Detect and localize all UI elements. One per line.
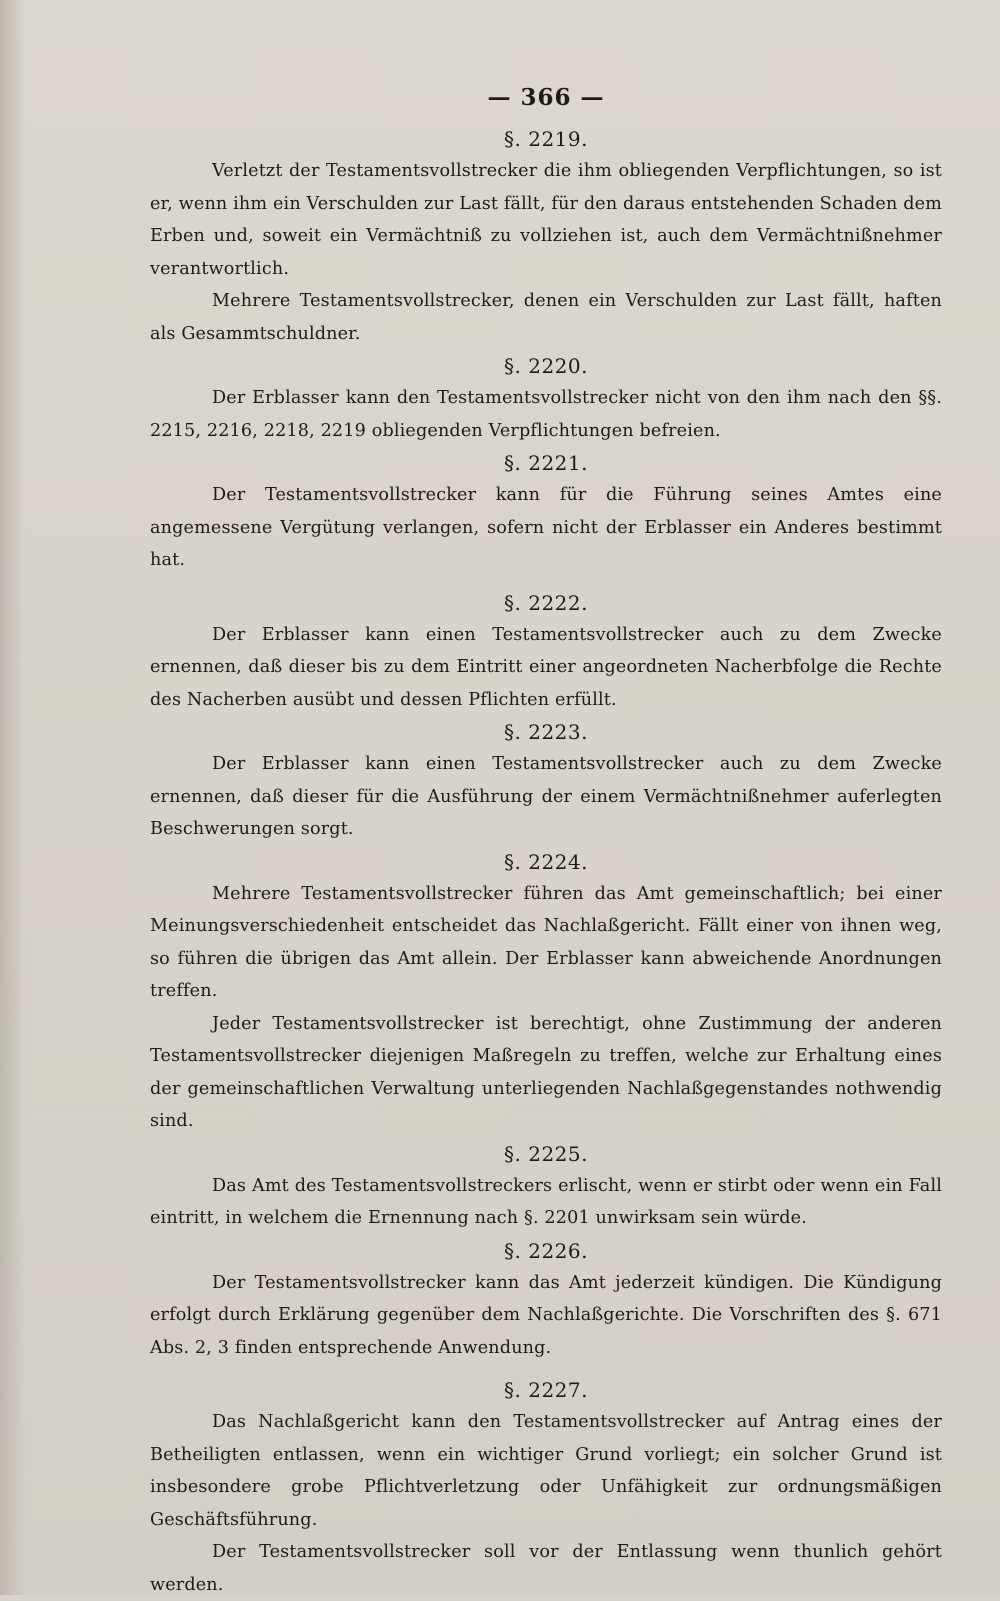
paragraph: Der Erblasser kann den Testamentsvollstrecker nicht von den ihm nach den §§. 2215, 2216, 2218, 2219 obliegenden Verpflichtungen befreien. bbox=[150, 388, 942, 441]
paragraph: Das Amt des Testamentsvollstreckers erlischt, wenn er stirbt oder wenn ein Fall eintritt, in welchem die Ernennung nach §. 2201 unwirksam sein würde. bbox=[150, 1175, 942, 1228]
paragraph: Der Testamentsvollstrecker kann das Amt jederzeit kündigen. Die Kündigung erfolgt durch Erklärung gegenüber dem Nachlaßgerichte. Die Vorschriften des §. 671 Abs. 2, 3 finden entsprechende Anwendung. bbox=[150, 1272, 942, 1358]
section-2219 bbox=[150, 123, 942, 350]
paragraph: Jeder Testamentsvollstrecker ist berechtigt, ohne Zustimmung der anderen Testamentsvollstrecker diejenigen Maßregeln zu treffen, welche zur Erhaltung eines der gemeinschaftlichen Verwaltung unterliegenden Nachlaßgegenstandes nothwendig sind. bbox=[150, 1013, 942, 1131]
section-2224 bbox=[150, 846, 942, 1138]
paragraph: Der Testamentsvollstrecker soll vor der Entlassung wenn thunlich gehört werden. bbox=[150, 1542, 942, 1595]
paragraph: Der Erblasser kann einen Testamentsvollstrecker auch zu dem Zwecke ernennen, daß dieser bis zu dem Eintritt einer angeordneten Nacherbfolge die Rechte des Nacherben ausübt und dessen Pflichten erfüllt. bbox=[150, 624, 942, 710]
section-title: §. 2219. bbox=[504, 127, 588, 151]
section-2225 bbox=[150, 1138, 942, 1235]
section-title: §. 2222. bbox=[504, 590, 588, 615]
section-2227 bbox=[150, 1374, 942, 1601]
section-2221 bbox=[150, 447, 942, 577]
paragraph: Das Nachlaßgericht kann den Testamentsvollstrecker auf Antrag eines der Betheiligten entlassen, wenn ein wichtiger Grund vorliegt; ein solcher Grund ist insbesondere grobe Pflichtverletzung oder Unfähigkeit zur ordnungsmäßigen Geschäftsführung. bbox=[150, 1412, 942, 1530]
section-title: §. 2221. bbox=[504, 451, 588, 475]
section-title: §. 2223. bbox=[504, 720, 588, 744]
section-2222 bbox=[150, 587, 942, 717]
page-number: — 366 — bbox=[487, 84, 605, 111]
section-title: §. 2224. bbox=[504, 849, 588, 874]
section-title: §. 2226. bbox=[504, 1238, 588, 1263]
paragraph: Der Erblasser kann einen Testamentsvollstrecker auch zu dem Zwecke ernennen, daß dieser für die Ausführung der einem Vermächtnißnehmer auferlegten Beschwerungen sorgt. bbox=[150, 754, 942, 839]
section-2223 bbox=[150, 716, 942, 846]
section-title: §. 2227. bbox=[504, 1378, 588, 1402]
section-title: §. 2225. bbox=[504, 1141, 588, 1166]
paragraph: Mehrere Testamentsvollstrecker führen das Amt gemeinschaftlich; bei einer Meinungsverschiedenheit entscheidet das Nachlaßgericht. Fällt einer von ihnen weg, so führen die übrigen das Amt allein. Der Erblasser kann abweichende Anordnungen treffen. bbox=[150, 883, 942, 1001]
paragraph: Verletzt der Testamentsvollstrecker die ihm obliegenden Verpflichtungen, so ist er, wenn ihm ein Verschulden zur Last fällt, für den daraus entstehenden Schaden dem Erben und, soweit ein Vermächtniß zu vollziehen ist, auch dem Vermächtnißnehmer verantwortlich. bbox=[150, 161, 942, 279]
section-2220 bbox=[150, 350, 942, 447]
paragraph: Mehrere Testamentsvollstrecker, denen ein Verschulden zur Last fällt, haften als Gesammtschuldner. bbox=[150, 291, 942, 344]
paragraph: Der Testamentsvollstrecker kann für die Führung seines Amtes eine angemessene Vergütung verlangen, sofern nicht der Erblasser ein Anderes bestimmt hat. bbox=[150, 485, 942, 570]
section-2226 bbox=[150, 1235, 942, 1365]
section-title: §. 2220. bbox=[504, 354, 588, 378]
